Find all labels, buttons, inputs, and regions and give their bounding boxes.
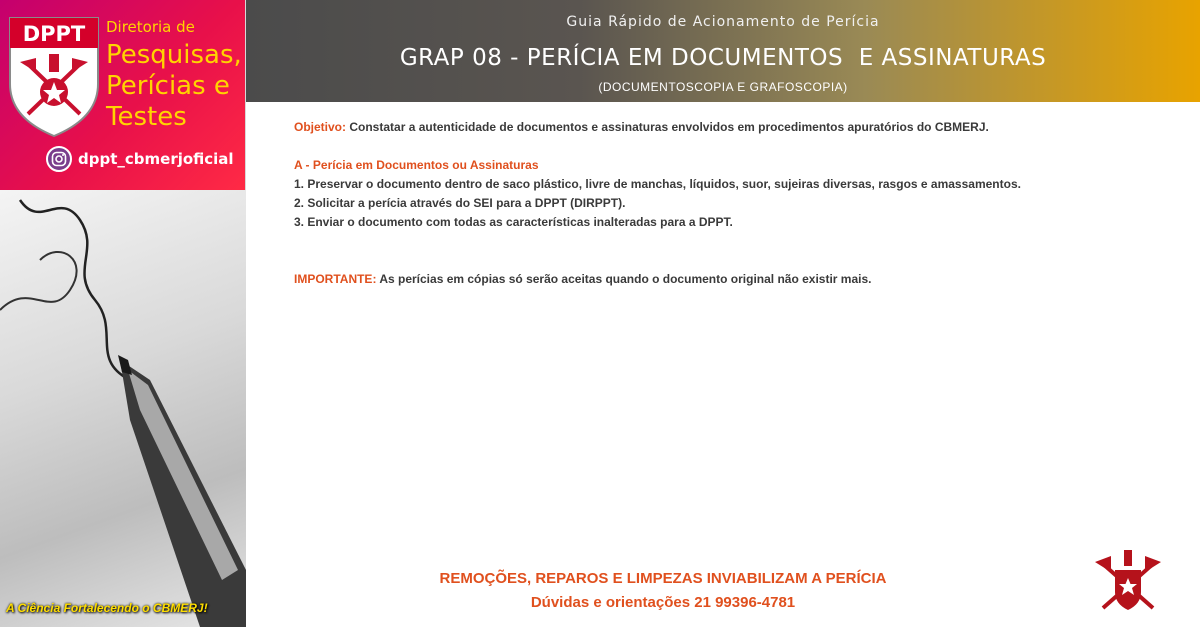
dppt-shield-icon	[6, 14, 102, 138]
left-panel	[0, 0, 246, 627]
section-a-title: A - Perícia em Documentos ou Assinaturas	[294, 158, 539, 172]
step-item: 2. Solicitar a perícia através do SEI para a DPPT (DIRPPT).	[294, 196, 626, 210]
header	[246, 0, 1200, 102]
shield-abbr: DPPT	[22, 22, 86, 46]
objective-text: Constatar a autenticidade de documentos e assinaturas envolvidos em procedimentos apuratórios do CBMERJ.	[349, 120, 989, 134]
instagram-icon	[46, 146, 72, 172]
brand-banner	[0, 0, 245, 190]
important-label: IMPORTANTE:	[294, 272, 377, 286]
footer	[246, 568, 1080, 614]
footer-contact: Dúvidas e orientações 21 99396-4781	[530, 594, 796, 611]
content-body	[294, 118, 1174, 289]
header-parenthetical: (DOCUMENTOSCOPIA E GRAFOSCOPIA)	[598, 80, 848, 94]
brand-name	[106, 40, 242, 133]
objective-line	[294, 118, 1174, 137]
instagram-link[interactable]	[46, 146, 234, 172]
instagram-handle: dppt_cbmerjoficial	[78, 150, 234, 168]
cbmerj-emblem-icon	[1093, 548, 1163, 614]
footer-warning: REMOÇÕES, REPAROS E LIMPEZAS INVIABILIZAM A PERÍCIA	[439, 570, 887, 587]
page-title: GRAP 08 - PERÍCIA EM DOCUMENTOS E ASSINATURAS	[399, 45, 1047, 71]
pen-signature-photo	[0, 190, 246, 627]
header-subtitle: Guia Rápido de Acionamento de Perícia	[566, 14, 880, 30]
brand-line-2: Pesquisas,	[106, 40, 242, 70]
important-text: As perícias em cópias só serão aceitas quando o documento original não existir mais.	[379, 272, 872, 286]
step-item: 1. Preservar o documento dentro de saco plástico, livre de manchas, líquidos, suor, sujeiras diversas, rasgos e amassamentos.	[294, 177, 1021, 191]
tagline: A Ciência Fortalecendo o CBMERJ!	[6, 601, 208, 615]
brand-line-4: Testes	[106, 102, 187, 132]
step-item: 3. Enviar o documento com todas as características inalteradas para a DPPT.	[294, 215, 733, 229]
brand-line-1: Diretoria de	[106, 18, 195, 36]
objective-label: Objetivo:	[294, 120, 347, 134]
brand-line-3: Perícias e	[106, 71, 230, 101]
important-line	[294, 270, 1174, 289]
